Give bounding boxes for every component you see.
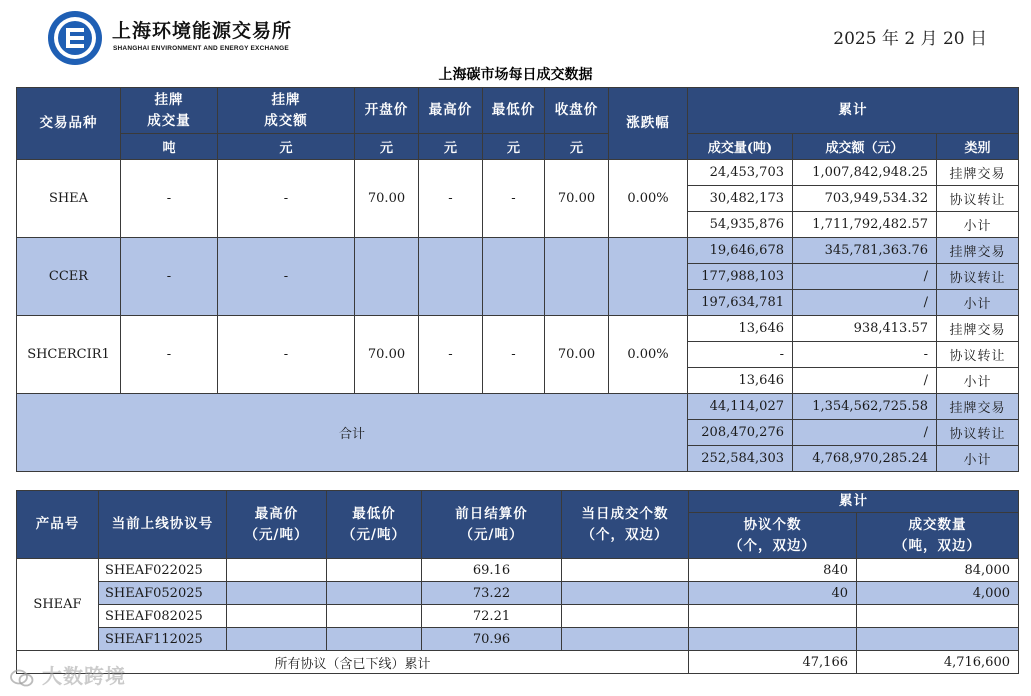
table-row <box>17 160 1019 186</box>
cum-type: 小计 <box>937 290 1019 316</box>
low-price <box>327 628 422 651</box>
cum-qty <box>857 605 1019 628</box>
table-row <box>17 605 1019 628</box>
cum-type: 挂牌交易 <box>937 238 1019 264</box>
report-date: 2025 年 2 月 20 日 <box>833 29 987 49</box>
total-label: 合计 <box>17 394 688 472</box>
cum-qty: 84,000 <box>857 559 1019 582</box>
unit-open: 元 <box>355 134 419 160</box>
contract-id: SHEAF052025 <box>99 582 227 605</box>
hdr-listed-volume-text: 挂牌 成交量 <box>147 91 191 129</box>
cum-volume: 177,988,103 <box>688 264 793 290</box>
cum-count: 40 <box>689 582 857 605</box>
listed-amount: - <box>218 160 355 238</box>
cum-amount: / <box>793 420 937 446</box>
hdr-product-no: 产品号 <box>17 491 99 559</box>
futures-contract-table <box>16 490 1019 674</box>
prev-settle: 73.22 <box>422 582 562 605</box>
open-price <box>355 238 419 316</box>
unit-close: 元 <box>545 134 609 160</box>
cum-volume: 44,114,027 <box>688 394 793 420</box>
cum-count: 47,166 <box>689 651 857 674</box>
cum-amount: / <box>793 264 937 290</box>
cum-volume: 252,584,303 <box>688 446 793 472</box>
cum-volume: 208,470,276 <box>688 420 793 446</box>
low-price: - <box>483 316 545 394</box>
cum-type: 协议转让 <box>937 186 1019 212</box>
low-price <box>327 582 422 605</box>
hdr-high-text: 最高价 （元/吨） <box>244 505 309 543</box>
cum-volume: 24,453,703 <box>688 160 793 186</box>
cum-type: 小计 <box>937 212 1019 238</box>
cum-amount: 1,007,842,948.25 <box>793 160 937 186</box>
hdr-high <box>227 491 327 559</box>
hdr-cum-count-text: 协议个数 （个，双边） <box>729 516 816 554</box>
listed-volume: - <box>121 160 218 238</box>
hdr-low-text: 最低价 （元/吨） <box>342 505 406 543</box>
hdr-open: 开盘价 <box>355 88 419 134</box>
hdr-cum-qty-text: 成交数量 （吨，双边） <box>894 516 981 554</box>
price-change: 0.00% <box>609 316 688 394</box>
high-price <box>227 605 327 628</box>
cum-amount: - <box>793 342 937 368</box>
org-name-cn: 上海环境能源交易所 <box>112 20 293 42</box>
listed-volume: - <box>121 238 218 316</box>
high-price <box>227 559 327 582</box>
exchange-logo-icon <box>47 10 103 66</box>
table-row <box>17 238 1019 264</box>
cum-volume: 13,646 <box>688 316 793 342</box>
day-deals <box>562 559 689 582</box>
watermark <box>10 660 126 689</box>
watermark-text: 大数跨境 <box>41 664 126 688</box>
prev-settle: 70.96 <box>422 628 562 651</box>
hdr-cum-amount: 成交额（元） <box>793 134 937 160</box>
hdr-cum-qty <box>857 513 1019 559</box>
low-price: - <box>483 160 545 238</box>
cum-volume: 13,646 <box>688 368 793 394</box>
cum-volume: - <box>688 342 793 368</box>
hdr-low <box>327 491 422 559</box>
day-deals <box>562 582 689 605</box>
cum-type: 协议转让 <box>937 342 1019 368</box>
hdr-cumulative: 累计 <box>688 88 1019 134</box>
cum-type: 挂牌交易 <box>937 394 1019 420</box>
low-price <box>327 559 422 582</box>
product-name: CCER <box>17 238 121 316</box>
cum-type: 协议转让 <box>937 420 1019 446</box>
cum-amount: 1,711,792,482.57 <box>793 212 937 238</box>
cum-amount: 703,949,534.32 <box>793 186 937 212</box>
hdr-cum-type: 类别 <box>937 134 1019 160</box>
open-price: 70.00 <box>355 316 419 394</box>
day-deals <box>562 628 689 651</box>
hdr-prev-settle <box>422 491 562 559</box>
close-price: 70.00 <box>545 160 609 238</box>
close-price: 70.00 <box>545 316 609 394</box>
low-price <box>483 238 545 316</box>
hdr-product: 交易品种 <box>17 88 121 160</box>
product-no: SHEAF <box>17 559 99 651</box>
cum-volume: 30,482,173 <box>688 186 793 212</box>
table-row <box>17 316 1019 342</box>
cum-amount: / <box>793 290 937 316</box>
cum-type: 协议转让 <box>937 264 1019 290</box>
product-name: SHEA <box>17 160 121 238</box>
prev-settle: 69.16 <box>422 559 562 582</box>
hdr-contract: 当前上线协议号 <box>99 491 227 559</box>
open-price: 70.00 <box>355 160 419 238</box>
low-price <box>327 605 422 628</box>
hdr-day-deals <box>562 491 689 559</box>
cum-qty: 4,716,600 <box>857 651 1019 674</box>
cum-qty: 4,000 <box>857 582 1019 605</box>
listed-amount: - <box>218 238 355 316</box>
cum-amount: 938,413.57 <box>793 316 937 342</box>
page-header <box>0 0 1031 66</box>
unit-low: 元 <box>483 134 545 160</box>
table-row <box>17 582 1019 605</box>
hdr-listed-amount <box>218 88 355 134</box>
table-row <box>17 559 1019 582</box>
hdr-cumulative: 累计 <box>689 491 1019 513</box>
price-change: 0.00% <box>609 160 688 238</box>
total-label: 所有协议（含已下线）累计 <box>17 651 689 674</box>
cum-count <box>689 628 857 651</box>
table-row-total <box>17 651 1019 674</box>
cum-volume: 54,935,876 <box>688 212 793 238</box>
hdr-cum-count <box>689 513 857 559</box>
close-price <box>545 238 609 316</box>
product-name: SHCERCIR1 <box>17 316 121 394</box>
cum-amount: 4,768,970,285.24 <box>793 446 937 472</box>
cum-count <box>689 605 857 628</box>
listed-amount: - <box>218 316 355 394</box>
cum-type: 小计 <box>937 446 1019 472</box>
hdr-day-deals-text: 当日成交个数 （个，双边） <box>581 505 669 543</box>
high-price <box>227 628 327 651</box>
contract-id: SHEAF112025 <box>99 628 227 651</box>
high-price: - <box>419 160 483 238</box>
table-row <box>17 628 1019 651</box>
prev-settle: 72.21 <box>422 605 562 628</box>
high-price: - <box>419 316 483 394</box>
hdr-high: 最高价 <box>419 88 483 134</box>
hdr-change: 涨跌幅 <box>609 88 688 160</box>
cum-volume: 197,634,781 <box>688 290 793 316</box>
unit-high: 元 <box>419 134 483 160</box>
hdr-low: 最低价 <box>483 88 545 134</box>
hdr-cum-volume: 成交量(吨) <box>688 134 793 160</box>
price-change <box>609 238 688 316</box>
unit-listed-amount: 元 <box>218 134 355 160</box>
carbon-market-daily-table <box>16 87 1019 472</box>
cum-qty <box>857 628 1019 651</box>
watermark-chat-icon <box>10 668 34 688</box>
contract-id: SHEAF022025 <box>99 559 227 582</box>
unit-listed-volume: 吨 <box>121 134 218 160</box>
contract-id: SHEAF082025 <box>99 605 227 628</box>
cum-amount: 345,781,363.76 <box>793 238 937 264</box>
day-deals <box>562 605 689 628</box>
cum-type: 挂牌交易 <box>937 316 1019 342</box>
hdr-close: 收盘价 <box>545 88 609 134</box>
hdr-listed-amount-text: 挂牌 成交额 <box>264 91 308 129</box>
cum-type: 小计 <box>937 368 1019 394</box>
cum-amount: 1,354,562,725.58 <box>793 394 937 420</box>
cum-count: 840 <box>689 559 857 582</box>
report-title: 上海碳市场每日成交数据 <box>438 67 593 83</box>
org-name-en: SHANGHAI ENVIRONMENT AND ENERGY EXCHANGE <box>113 45 289 52</box>
listed-volume: - <box>121 316 218 394</box>
high-price <box>419 238 483 316</box>
hdr-prev-settle-text: 前日结算价 （元/吨） <box>455 505 528 543</box>
cum-volume: 19,646,678 <box>688 238 793 264</box>
cum-amount: / <box>793 368 937 394</box>
high-price <box>227 582 327 605</box>
cum-type: 挂牌交易 <box>937 160 1019 186</box>
table-row-total <box>17 394 1019 420</box>
hdr-listed-volume <box>121 88 218 134</box>
